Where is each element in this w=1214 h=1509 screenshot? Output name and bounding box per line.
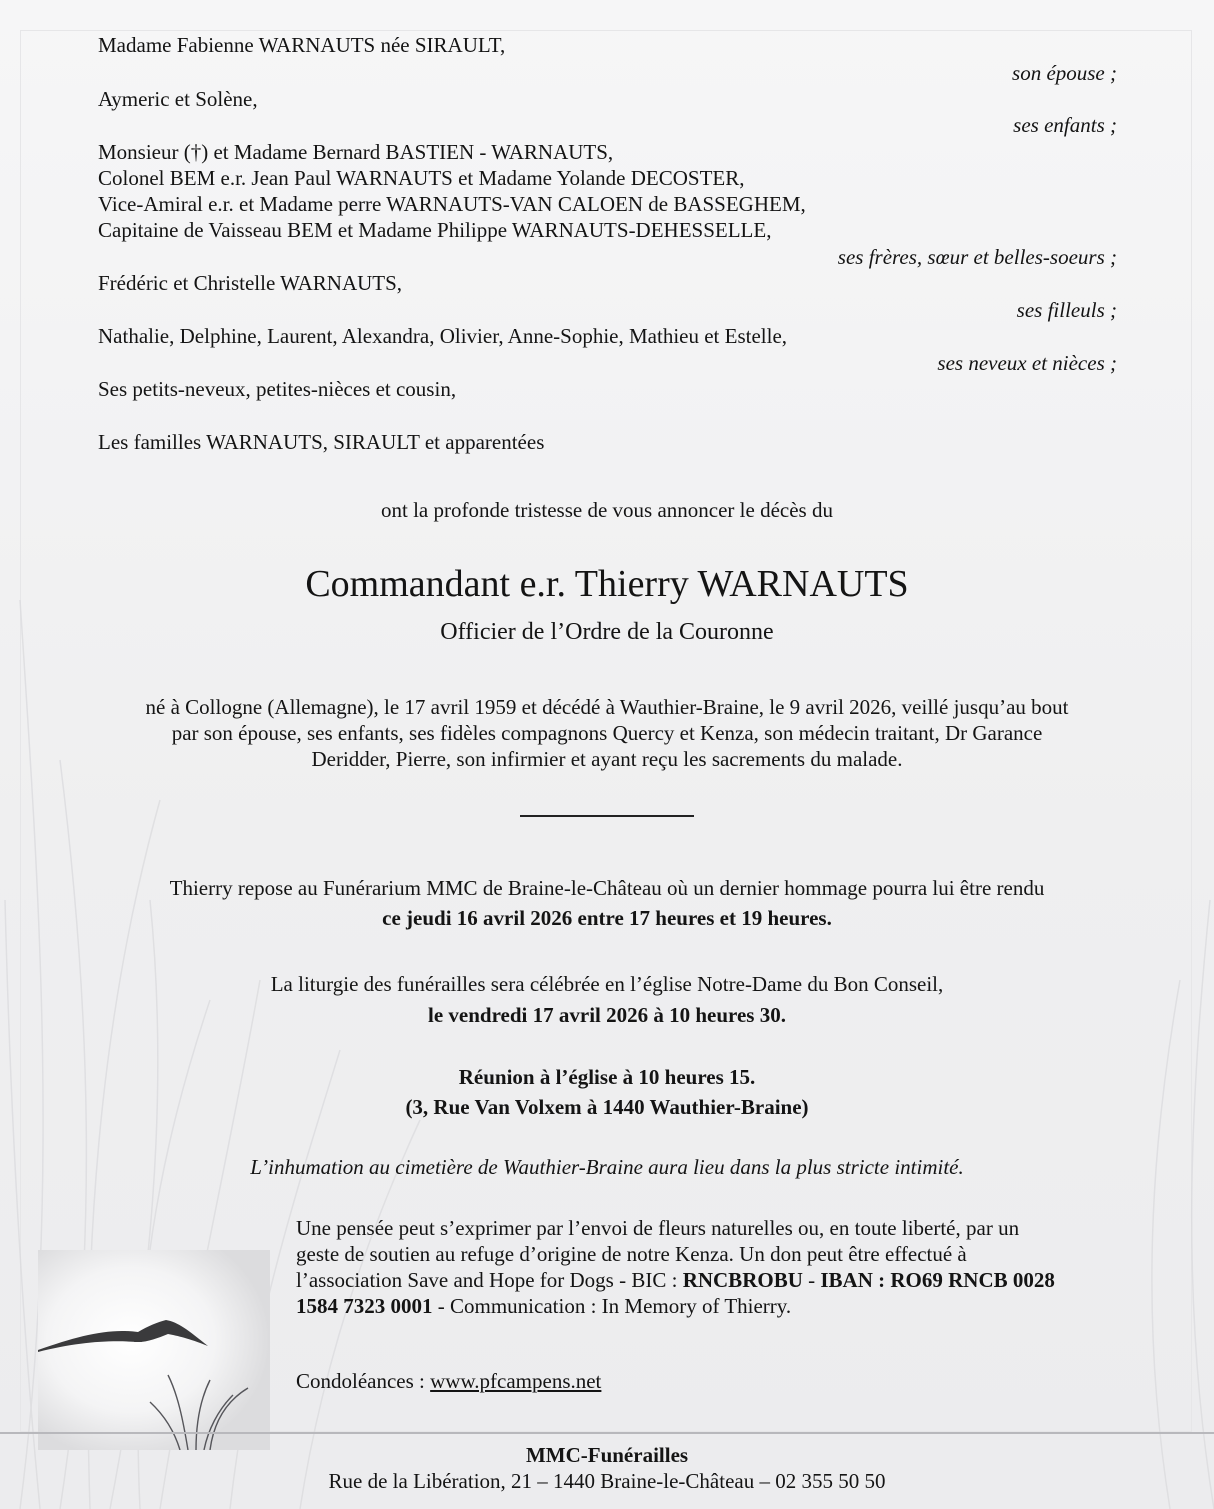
donation-bic: RNCBROBU — [682, 1268, 803, 1292]
donation-iban-rest: 1584 7323 0001 — [296, 1294, 433, 1318]
family-line-families: Les familles WARNAUTS, SIRAULT et apparentées — [98, 430, 545, 454]
bio-line-1: né à Collogne (Allemagne), le 17 avril 1959 et décédé à Wauthier-Braine, le 9 avril 2026, veillé jusqu’au bout — [145, 695, 1069, 719]
family-line-godchildren: Frédéric et Christelle WARNAUTS, — [98, 271, 403, 295]
family-line-children: Aymeric et Solène, — [98, 87, 258, 111]
donation-communication: - Communication : In Memory of Thierry. — [432, 1294, 792, 1318]
deceased-name: Commandant e.r. Thierry WARNAUTS — [305, 563, 909, 605]
visitation-line-1: Thierry repose au Funérarium MMC de Braine-le-Château où un dernier hommage pourra lui être rendu — [169, 876, 1045, 900]
announcement-text: ont la profonde tristesse de vous annoncer le décès du — [381, 498, 833, 522]
burial-note: L’inhumation au cimetière de Wauthier-Braine aura lieu dans la plus stricte intimité. — [250, 1155, 964, 1179]
donation-line-2: geste de soutien au refuge d’origine de notre Kenza. Un don peut être effectué à — [296, 1242, 967, 1266]
relation-godchildren: ses filleuls ; — [1016, 298, 1117, 322]
relation-children: ses enfants ; — [1013, 113, 1117, 137]
visitation-date: ce jeudi 16 avril 2026 entre 17 heures et 19 heures. — [382, 906, 832, 930]
relation-siblings: ses frères, sœur et belles-soeurs ; — [837, 245, 1117, 269]
family-line-sibling-1: Monsieur (†) et Madame Bernard BASTIEN - WARNAUTS, — [98, 140, 614, 164]
donation-association: l’association Save and Hope for Dogs - BIC : — [296, 1268, 683, 1292]
donation-line-1: Une pensée peut s’exprimer par l’envoi de fleurs naturelles ou, en toute liberté, par un — [296, 1216, 1020, 1240]
donation-line-4 — [296, 1293, 1126, 1319]
footer-company: MMC-Funérailles — [525, 1443, 689, 1467]
family-line-sibling-2: Colonel BEM e.r. Jean Paul WARNAUTS et Madame Yolande DECOSTER, — [98, 166, 745, 190]
liturgy-date: le vendredi 17 avril 2026 à 10 heures 30. — [428, 1003, 786, 1027]
meeting-address: (3, Rue Van Volxem à 1440 Wauthier-Braine) — [405, 1095, 809, 1119]
footer-address: Rue de la Libération, 21 – 1440 Braine-le-Château – 02 355 50 50 — [328, 1469, 886, 1493]
deceased-title: Officier de l’Ordre de la Couronne — [440, 619, 774, 645]
family-line-nephews: Nathalie, Delphine, Laurent, Alexandra, Olivier, Anne-Sophie, Mathieu et Estelle, — [98, 324, 788, 348]
donation-separator: - — [802, 1268, 821, 1292]
family-line-spouse: Madame Fabienne WARNAUTS née SIRAULT, — [98, 33, 506, 57]
family-line-grandnephews: Ses petits-neveux, petites-nièces et cousin, — [98, 377, 457, 401]
family-line-sibling-4: Capitaine de Vaisseau BEM et Madame Philippe WARNAUTS-DEHESSELLE, — [98, 218, 772, 242]
donation-iban-label: IBAN : RO69 RNCB 0028 — [820, 1268, 1055, 1292]
donation-line-3 — [296, 1267, 1126, 1293]
liturgy-line-1: La liturgie des funérailles sera célébrée en l’église Notre-Dame du Bon Conseil, — [270, 972, 944, 996]
bio-line-3: Deridder, Pierre, son infirmier et ayant reçu les sacrements du malade. — [311, 747, 903, 771]
relation-nephews: ses neveux et nièces ; — [937, 351, 1117, 375]
relation-spouse: son épouse ; — [1012, 61, 1117, 85]
donation-paragraph — [296, 1215, 1126, 1319]
bio-line-2: par son épouse, ses enfants, ses fidèles compagnons Quercy et Kenza, son médecin traitant, Dr Garance — [171, 721, 1043, 745]
footer-divider — [0, 1432, 1214, 1434]
condolences-link[interactable]: www.pfcampens.net — [430, 1369, 602, 1393]
condolences-line — [296, 1368, 601, 1394]
condolences-label: Condoléances : — [296, 1369, 431, 1393]
separator-line — [520, 815, 694, 817]
family-line-sibling-3: Vice-Amiral e.r. et Madame perre WARNAUTS-VAN CALOEN de BASSEGHEM, — [98, 192, 806, 216]
meeting-time: Réunion à l’église à 10 heures 15. — [458, 1065, 756, 1089]
heron-image — [38, 1250, 270, 1450]
